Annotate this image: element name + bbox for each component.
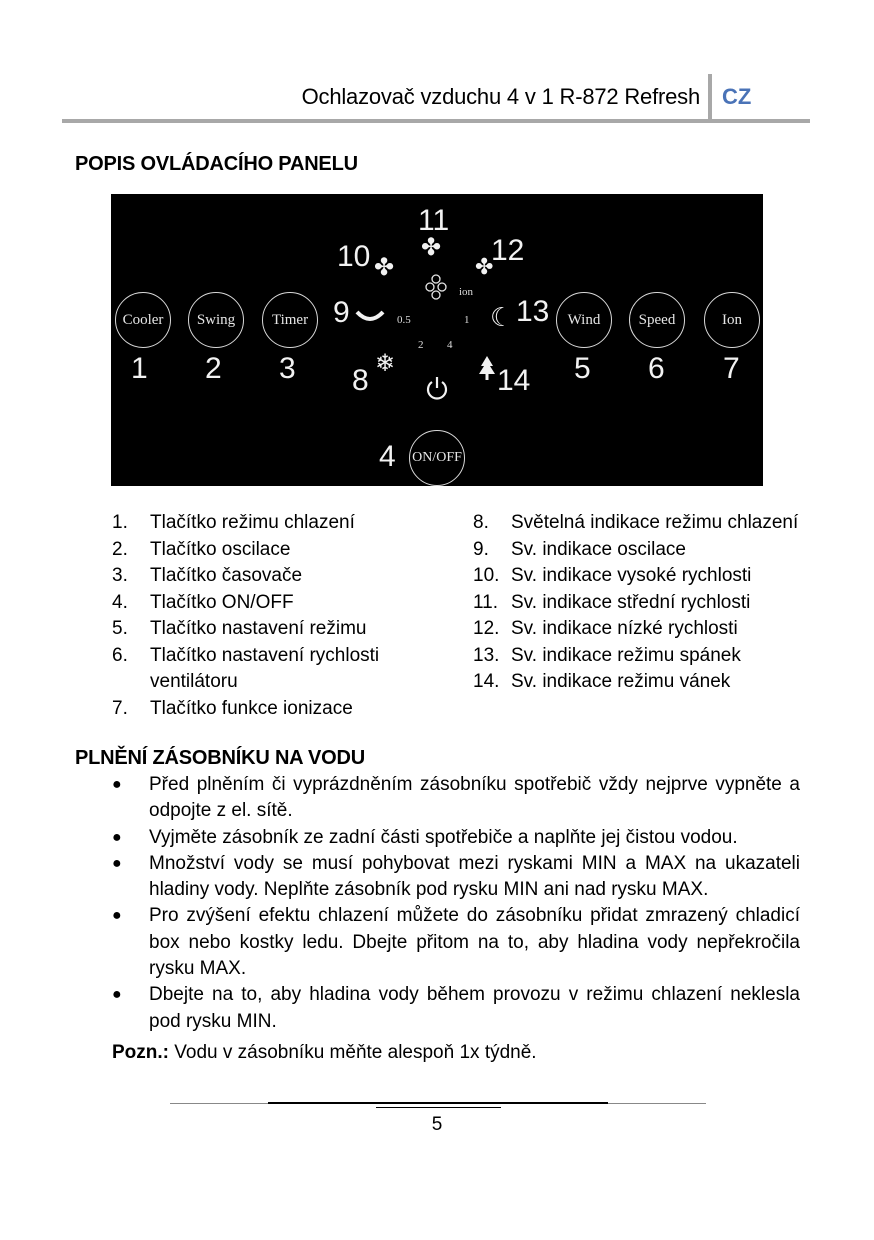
bullet-item: ● Vyjměte zásobník ze zadní části spotřebiče a naplňte jej čistou vodou.: [112, 826, 738, 848]
label-12: 12: [491, 234, 525, 267]
list-item: 8. Světelná indikace režimu chlazení: [473, 512, 799, 533]
section-title-water-tank: PLNĚNÍ ZÁSOBNÍKU NA VODU: [75, 747, 366, 769]
label-3: 3: [279, 352, 296, 385]
header-language: CZ: [722, 84, 752, 109]
timer-label-05: 0.5: [397, 314, 411, 326]
label-14: 14: [497, 364, 531, 397]
list-item: 12. Sv. indikace nízké rychlosti: [473, 618, 738, 639]
list-item: 5. Tlačítko nastavení režimu: [112, 618, 367, 639]
header-title: Ochlazovač vzduchu 4 v 1 R-872 Refresh: [301, 84, 700, 109]
wind-button: Wind: [556, 292, 612, 348]
speed-button: Speed: [629, 292, 685, 348]
list-item: 3. Tlačítko časovače: [112, 565, 303, 586]
section-title-panel: POPIS OVLÁDACÍHO PANELU: [75, 153, 358, 175]
note-label: Pozn.:: [112, 1042, 169, 1063]
timer-button: Timer: [262, 292, 318, 348]
swing-indicator-icon: [355, 308, 385, 324]
ion-small-label: ion: [459, 286, 474, 298]
list-item: 4. Tlačítko ON/OFF: [112, 591, 294, 613]
note: [112, 1042, 537, 1064]
control-panel-image: [111, 194, 763, 486]
label-13: 13: [516, 295, 550, 328]
label-10: 10: [337, 240, 371, 273]
onoff-button: ON/OFF: [409, 430, 465, 486]
legend-list-right: [473, 510, 813, 696]
list-item: 2. Tlačítko oscilace: [112, 538, 291, 560]
label-9: 9: [333, 296, 350, 329]
cooler-button: Cooler: [115, 292, 171, 348]
list-item: 14. Sv. indikace režimu vánek: [473, 671, 731, 692]
footer-rule-bold: [268, 1102, 608, 1104]
label-6: 6: [648, 352, 665, 385]
bullet-item: ● Pro zvýšení efektu chlazení můžete do zásobníku přidat zmrazený chladicí box nebo kostky ledu. Dbejte přitom na to, aby hladina vody nepřekročila rysku MAX.: [112, 905, 800, 980]
legend-list-left: [112, 510, 432, 722]
swing-button: Swing: [188, 292, 244, 348]
list-item: 10. Sv. indikace vysoké rychlosti: [473, 565, 752, 586]
ion-button: Ion: [704, 292, 760, 348]
timer-label-2: 2: [418, 339, 424, 351]
list-item: 1. Tlačítko režimu chlazení: [112, 512, 355, 533]
label-11: 11: [418, 204, 450, 237]
label-5: 5: [574, 352, 591, 385]
list-item: 6. Tlačítko nastavení rychlosti ventilátoru: [112, 644, 380, 692]
fan-low-icon: ✤: [475, 254, 494, 279]
bullet-item: ● Dbejte na to, aby hladina vody během provozu v režimu chlazení neklesla pod rysku MIN.: [112, 984, 800, 1032]
timer-label-4: 4: [447, 339, 453, 351]
list-item: 11. Sv. indikace střední rychlosti: [473, 591, 751, 613]
power-icon: [424, 374, 450, 402]
label-8: 8: [352, 364, 369, 397]
bullet-item: ● Množství vody se musí pohybovat mezi ryskami MIN a MAX na ukazateli hladiny vody. Neplňte zásobník pod rysku MIN ani nad rysku MAX.: [112, 852, 800, 901]
footer-rule-short: [376, 1107, 501, 1108]
breeze-tree-icon: [477, 354, 497, 382]
page-number: 5: [431, 1114, 443, 1135]
header-separator: [708, 74, 712, 122]
label-4: 4: [379, 440, 396, 473]
header-rule: [62, 119, 810, 123]
instructions-list: [112, 772, 800, 1035]
list-item: 13. Sv. indikace režimu spánek: [473, 644, 741, 666]
sleep-moon-icon: ☾: [490, 302, 514, 332]
ion-indicator-icon: [425, 274, 447, 300]
bullet-item: ● Před plněním či vyprázdněním zásobníku spotřebič vždy nejprve vypněte a odpojte z el. sítě.: [112, 774, 800, 822]
snowflake-icon: ❄: [375, 350, 396, 377]
label-2: 2: [205, 352, 222, 385]
label-1: 1: [131, 352, 148, 385]
timer-label-1: 1: [464, 314, 470, 326]
fan-high-icon: ✤: [374, 254, 395, 281]
note-text: Vodu v zásobníku měňte alespoň 1x týdně.: [169, 1042, 537, 1063]
label-7: 7: [723, 352, 740, 385]
list-item: 9. Sv. indikace oscilace: [473, 538, 686, 560]
fan-medium-icon: ✤: [421, 234, 442, 261]
list-item: 7. Tlačítko funkce ionizace: [112, 697, 353, 719]
